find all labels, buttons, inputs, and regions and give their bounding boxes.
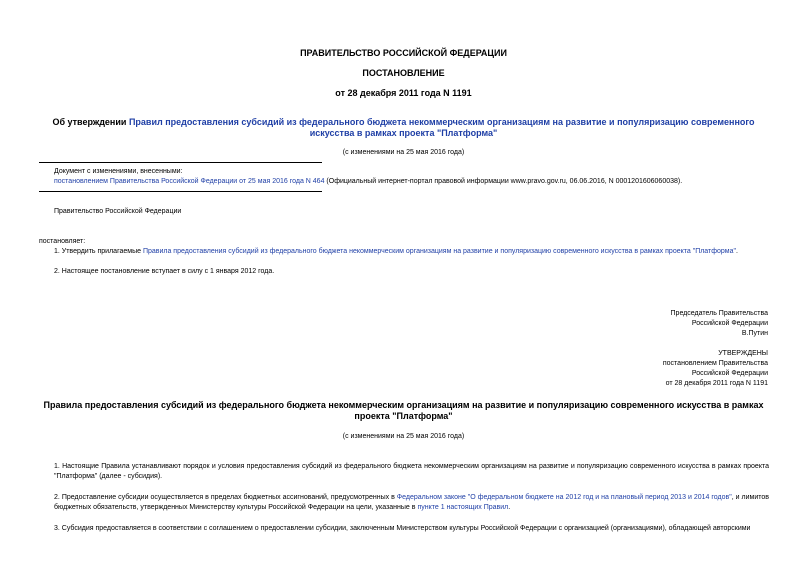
document-title-line1 xyxy=(0,117,807,128)
title-rules-link[interactable]: Правил предоставления субсидий из федерального бюджета некоммерческим организациям на развитие и популяризацию современного xyxy=(128,117,755,127)
changes-suffix: (Официальный интернет-портал правовой информации www.pravo.gov.ru, 06.06.2016, N 0001201606060038). xyxy=(324,178,683,185)
decree-item-1 xyxy=(54,247,774,256)
signature-line3: В.Путин xyxy=(741,330,768,337)
decree-item-2: 2. Настоящее постановление вступает в силу с 1 января 2012 года. xyxy=(54,268,275,275)
rules-paragraph-1: 1. Настоящие Правила устанавливают порядок и условия предоставления субсидий из федерального бюджета некоммерческим организациям на развитие и популяризацию современного искусства в рамках проекта "Платформа" (далее - субсидия). xyxy=(54,463,769,480)
item1-prefix: 1. Утвердить прилагаемые xyxy=(54,248,143,255)
government-reference: Правительство Российской Федерации xyxy=(54,208,182,215)
amendment-note: (с изменениями на 25 мая 2016 года) xyxy=(342,149,465,156)
government-heading: ПРАВИТЕЛЬСТВО РОССИЙСКОЙ ФЕДЕРАЦИИ xyxy=(300,48,507,58)
document-type: ПОСТАНОВЛЕНИЕ xyxy=(362,68,445,78)
approval-line1: УТВЕРЖДЕНЫ xyxy=(718,350,768,357)
changes-top-rule xyxy=(39,162,322,163)
decrees-word: постановляет: xyxy=(39,238,86,245)
approval-line4: от 28 декабря 2011 года N 1191 xyxy=(665,380,768,387)
changes-line xyxy=(54,177,774,186)
federal-law-link[interactable]: Федеральном законе "О федеральном бюджете на 2012 год и на плановый период 2013 и 2014 годов" xyxy=(396,494,732,501)
item1-rules-link[interactable]: Правила предоставления субсидий из федерального бюджета некоммерческим организациям на развитие и популяризацию современного искусства в рамках проекта "Платформа" xyxy=(142,248,736,255)
approval-line2: постановлением Правительства xyxy=(662,360,768,367)
p2-suffix: . xyxy=(508,504,511,511)
rules-paragraph-3: 3. Субсидия предоставляется в соответствии с соглашением о предоставлении субсидии, заключенным Министерством культуры Российской Федерации с организацией (организациями), обладающей авторскими xyxy=(54,525,751,532)
p2-mid: , и лимитов бюджетных обязательств, утвержденных Министерству культуры Российской Федерации на цели, указанные в xyxy=(54,494,769,511)
changes-bottom-rule xyxy=(39,191,322,192)
title-rules-link-line2[interactable]: искусства в рамках проекта "Платформа" xyxy=(309,128,498,138)
approval-block xyxy=(663,349,768,389)
signature-block xyxy=(671,309,768,339)
p2-prefix: 2. Предоставление субсидии осуществляется в пределах бюджетных ассигнований, предусмотренных в xyxy=(54,494,397,501)
rules-title-line2: проекта "Платформа" xyxy=(354,411,453,421)
title-prefix: Об утверждении xyxy=(52,117,129,127)
signature-line2: Российской Федерации xyxy=(691,320,768,327)
signature-line1: Председатель Правительства xyxy=(670,310,768,317)
item1-suffix: . xyxy=(736,248,738,255)
approval-line3: Российской Федерации xyxy=(691,370,768,377)
changes-label: Документ с изменениями, внесенными: xyxy=(54,168,183,175)
rules-title-line1: Правила предоставления субсидий из федерального бюджета некоммерческим организациям на развитие и популяризацию современного искусства в рамках xyxy=(43,400,764,410)
amending-decree-link[interactable]: постановлением Правительства Российской Федерации от 25 мая 2016 года N 464 xyxy=(54,178,325,185)
rules-point1-link[interactable]: пункте 1 настоящих Правил xyxy=(417,504,509,511)
rules-amendment-note: (с изменениями на 25 мая 2016 года) xyxy=(342,433,465,440)
document-date-number: от 28 декабря 2011 года N 1191 xyxy=(335,88,472,98)
rules-paragraph-2 xyxy=(54,493,769,513)
